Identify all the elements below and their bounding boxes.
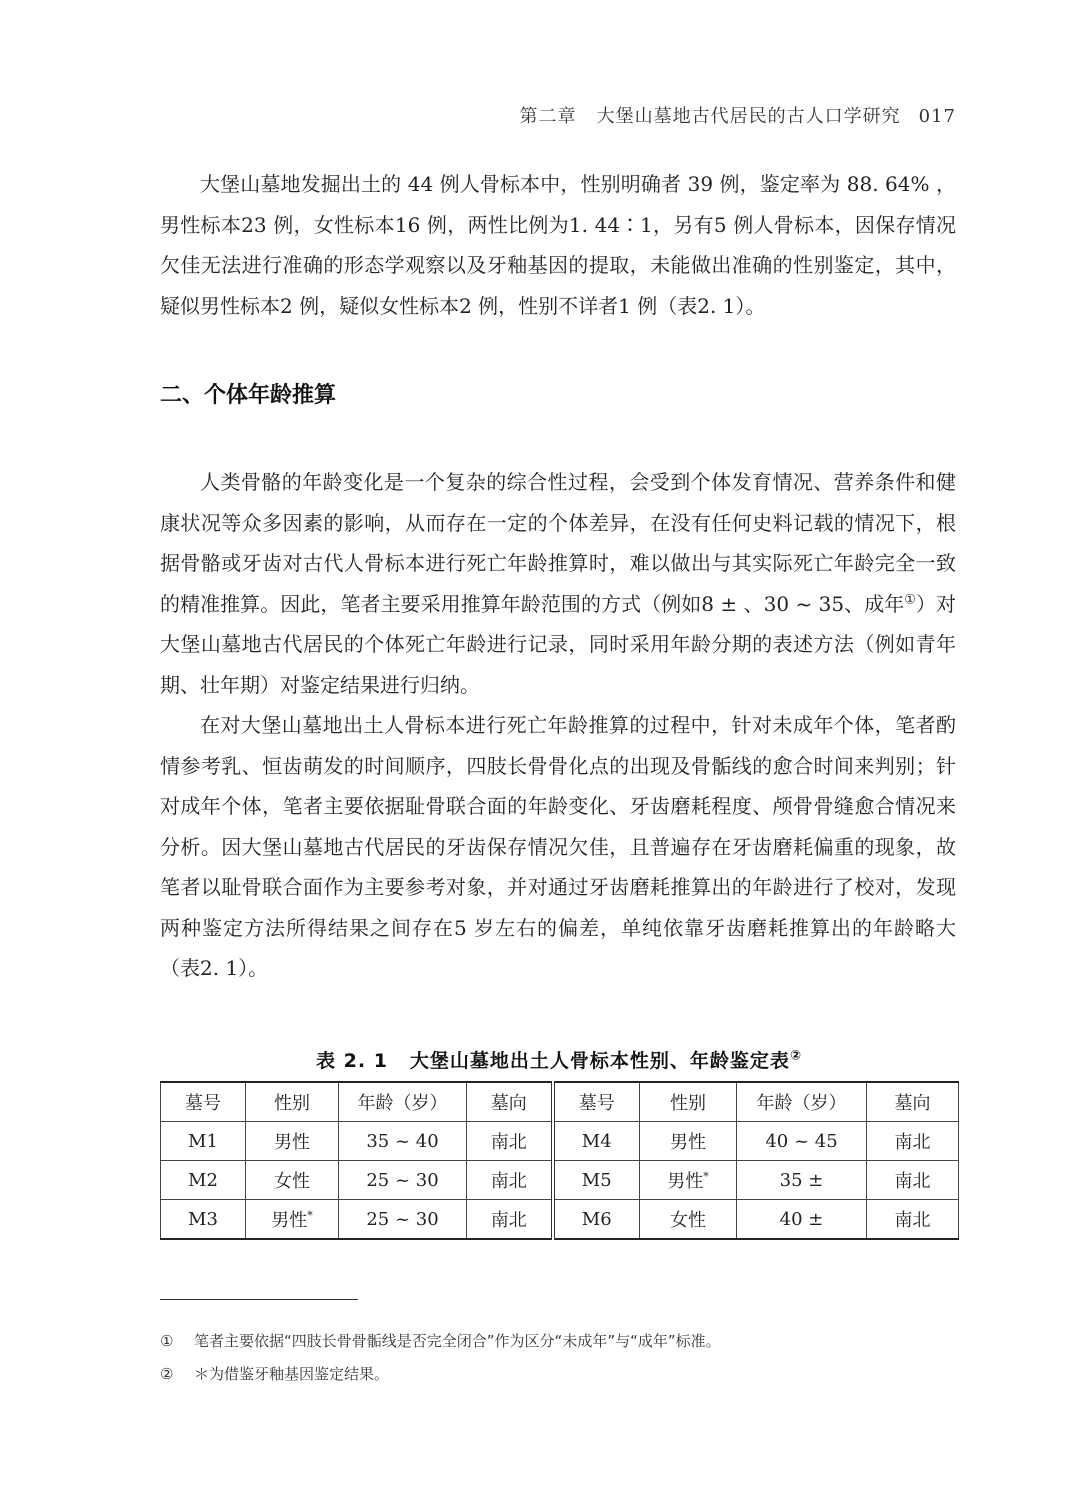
cell-tomb: M2: [161, 1161, 246, 1200]
cell-sex: 女性: [246, 1161, 339, 1200]
header-age: 年龄（岁）: [737, 1082, 867, 1122]
table-row: [161, 1200, 959, 1240]
cell-direction: 南北: [867, 1122, 959, 1161]
page-number: 017: [918, 106, 956, 127]
cell-sex: 男性: [246, 1122, 339, 1161]
paragraph-methods: 在对大堡山墓地出土人骨标本进行死亡年龄推算的过程中，针对未成年个体，笔者酌情参考乳、恒齿萌发的时间顺序，四肢长骨骨化点的出现及骨骺线的愈合时间来判别；针对成年个体，笔者主要依据耻骨联合面的年龄变化、牙齿磨耗程度、颅骨骨缝愈合情况来分析。因大堡山墓地古代居民的牙齿保存情况欠佳，且普遍存在牙齿磨耗偏重的现象，故笔者以耻骨联合面作为主要参考对象，并对通过牙齿磨耗推算出的年龄进行了校对，发现两种鉴定方法所得结果之间存在5 岁左右的偏差，单纯依靠牙齿磨耗推算出的年龄略大（表2. 1）。: [160, 713, 956, 980]
cell-direction: 南北: [467, 1200, 553, 1240]
header-tomb: 墓号: [161, 1082, 246, 1122]
paragraph-text: 人类骨骼的年龄变化是一个复杂的综合性过程，会受到个体发育情况、营养条件和健康状况等众多因素的影响，从而存在一定的个体差异，在没有任何史料记载的情况下，根据骨骼或牙齿对古代人骨标本进行死亡年龄推算时，难以做出与其实际死亡年龄完全一致的精准推算。因此，笔者主要采用推算年龄范围的方式（例如8 ± 、30 ~ 35、成年①）对大堡山墓地古代居民的个体死亡年龄进行记录，同时采用年龄分期的表述方法（例如青年期、壮年期）对鉴定结果进行归纳。: [160, 470, 956, 697]
header-direction: 墓向: [467, 1082, 553, 1122]
cell-age: 35 ~ 40: [339, 1122, 467, 1161]
table-caption: [160, 1046, 958, 1073]
paragraph-age-estimation: [160, 462, 956, 989]
cell-age: 25 ~ 30: [339, 1161, 467, 1200]
running-header: [519, 102, 956, 128]
header-tomb: 墓号: [553, 1082, 640, 1122]
footnote: [160, 1363, 960, 1384]
header-age: 年龄（岁）: [339, 1082, 467, 1122]
footnote-mark: ②: [160, 1365, 174, 1383]
cell-direction: 南北: [867, 1161, 959, 1200]
cell-age: 40 ±: [737, 1200, 867, 1240]
cell-direction: 南北: [467, 1122, 553, 1161]
section-heading: 二、个体年龄推算: [160, 383, 337, 408]
footnote-text: 笔者主要依据“四肢长骨骨骺线是否完全闭合”作为区分“未成年”与“成年”标准。: [194, 1332, 721, 1350]
table-row: [161, 1161, 959, 1200]
cell-sex: 女性: [640, 1200, 737, 1240]
header-sex: 性别: [246, 1082, 339, 1122]
cell-direction: 南北: [867, 1200, 959, 1240]
cell-tomb: M1: [161, 1122, 246, 1161]
cell-tomb: M6: [553, 1200, 640, 1240]
cell-tomb: M3: [161, 1200, 246, 1240]
table-number: 表 2. 1: [316, 1050, 388, 1072]
footnote: [160, 1330, 960, 1351]
footnote-mark: ①: [160, 1332, 174, 1350]
chapter-label: 第二章: [519, 106, 577, 127]
footnote-divider: [160, 1299, 358, 1300]
paragraph-sex-identification: [160, 164, 956, 326]
chapter-title: 大堡山墓地古代居民的古人口学研究: [596, 106, 901, 127]
cell-age: 25 ~ 30: [339, 1200, 467, 1240]
table-header-row: [161, 1082, 959, 1122]
footnote-reference[interactable]: ②: [789, 1048, 802, 1064]
cell-tomb: M4: [553, 1122, 640, 1161]
table-title: 大堡山墓地出土人骨标本性别、年龄鉴定表: [409, 1050, 790, 1072]
cell-direction: 南北: [467, 1161, 553, 1200]
cell-age: 35 ±: [737, 1161, 867, 1200]
paragraph-text: 大堡山墓地发掘出土的 44 例人骨标本中，性别明确者 39 例，鉴定率为 88. 64% ，男性标本23 例，女性标本16 例，两性比例为1. 44∶1，另有5 例人骨标本，因保存情况欠佳无法进行准确的形态学观察以及牙釉基因的提取，未能做出准确的性别鉴定，其中，疑似男性标本2 例，疑似女性标本2 例，性别不详者1 例（表2. 1）。: [160, 172, 956, 318]
table-row: [161, 1122, 959, 1161]
cell-tomb: M5: [553, 1161, 640, 1200]
cell-sex: 男性*: [640, 1161, 737, 1200]
header-direction: 墓向: [867, 1082, 959, 1122]
cell-sex: 男性*: [246, 1200, 339, 1240]
footnote-reference[interactable]: ①: [904, 591, 916, 607]
cell-sex: 男性: [640, 1122, 737, 1161]
cell-age: 40 ~ 45: [737, 1122, 867, 1161]
footnote-text: ＊为借鉴牙釉基因鉴定结果。: [194, 1365, 390, 1383]
sex-age-table: [160, 1081, 959, 1240]
header-sex: 性别: [640, 1082, 737, 1122]
